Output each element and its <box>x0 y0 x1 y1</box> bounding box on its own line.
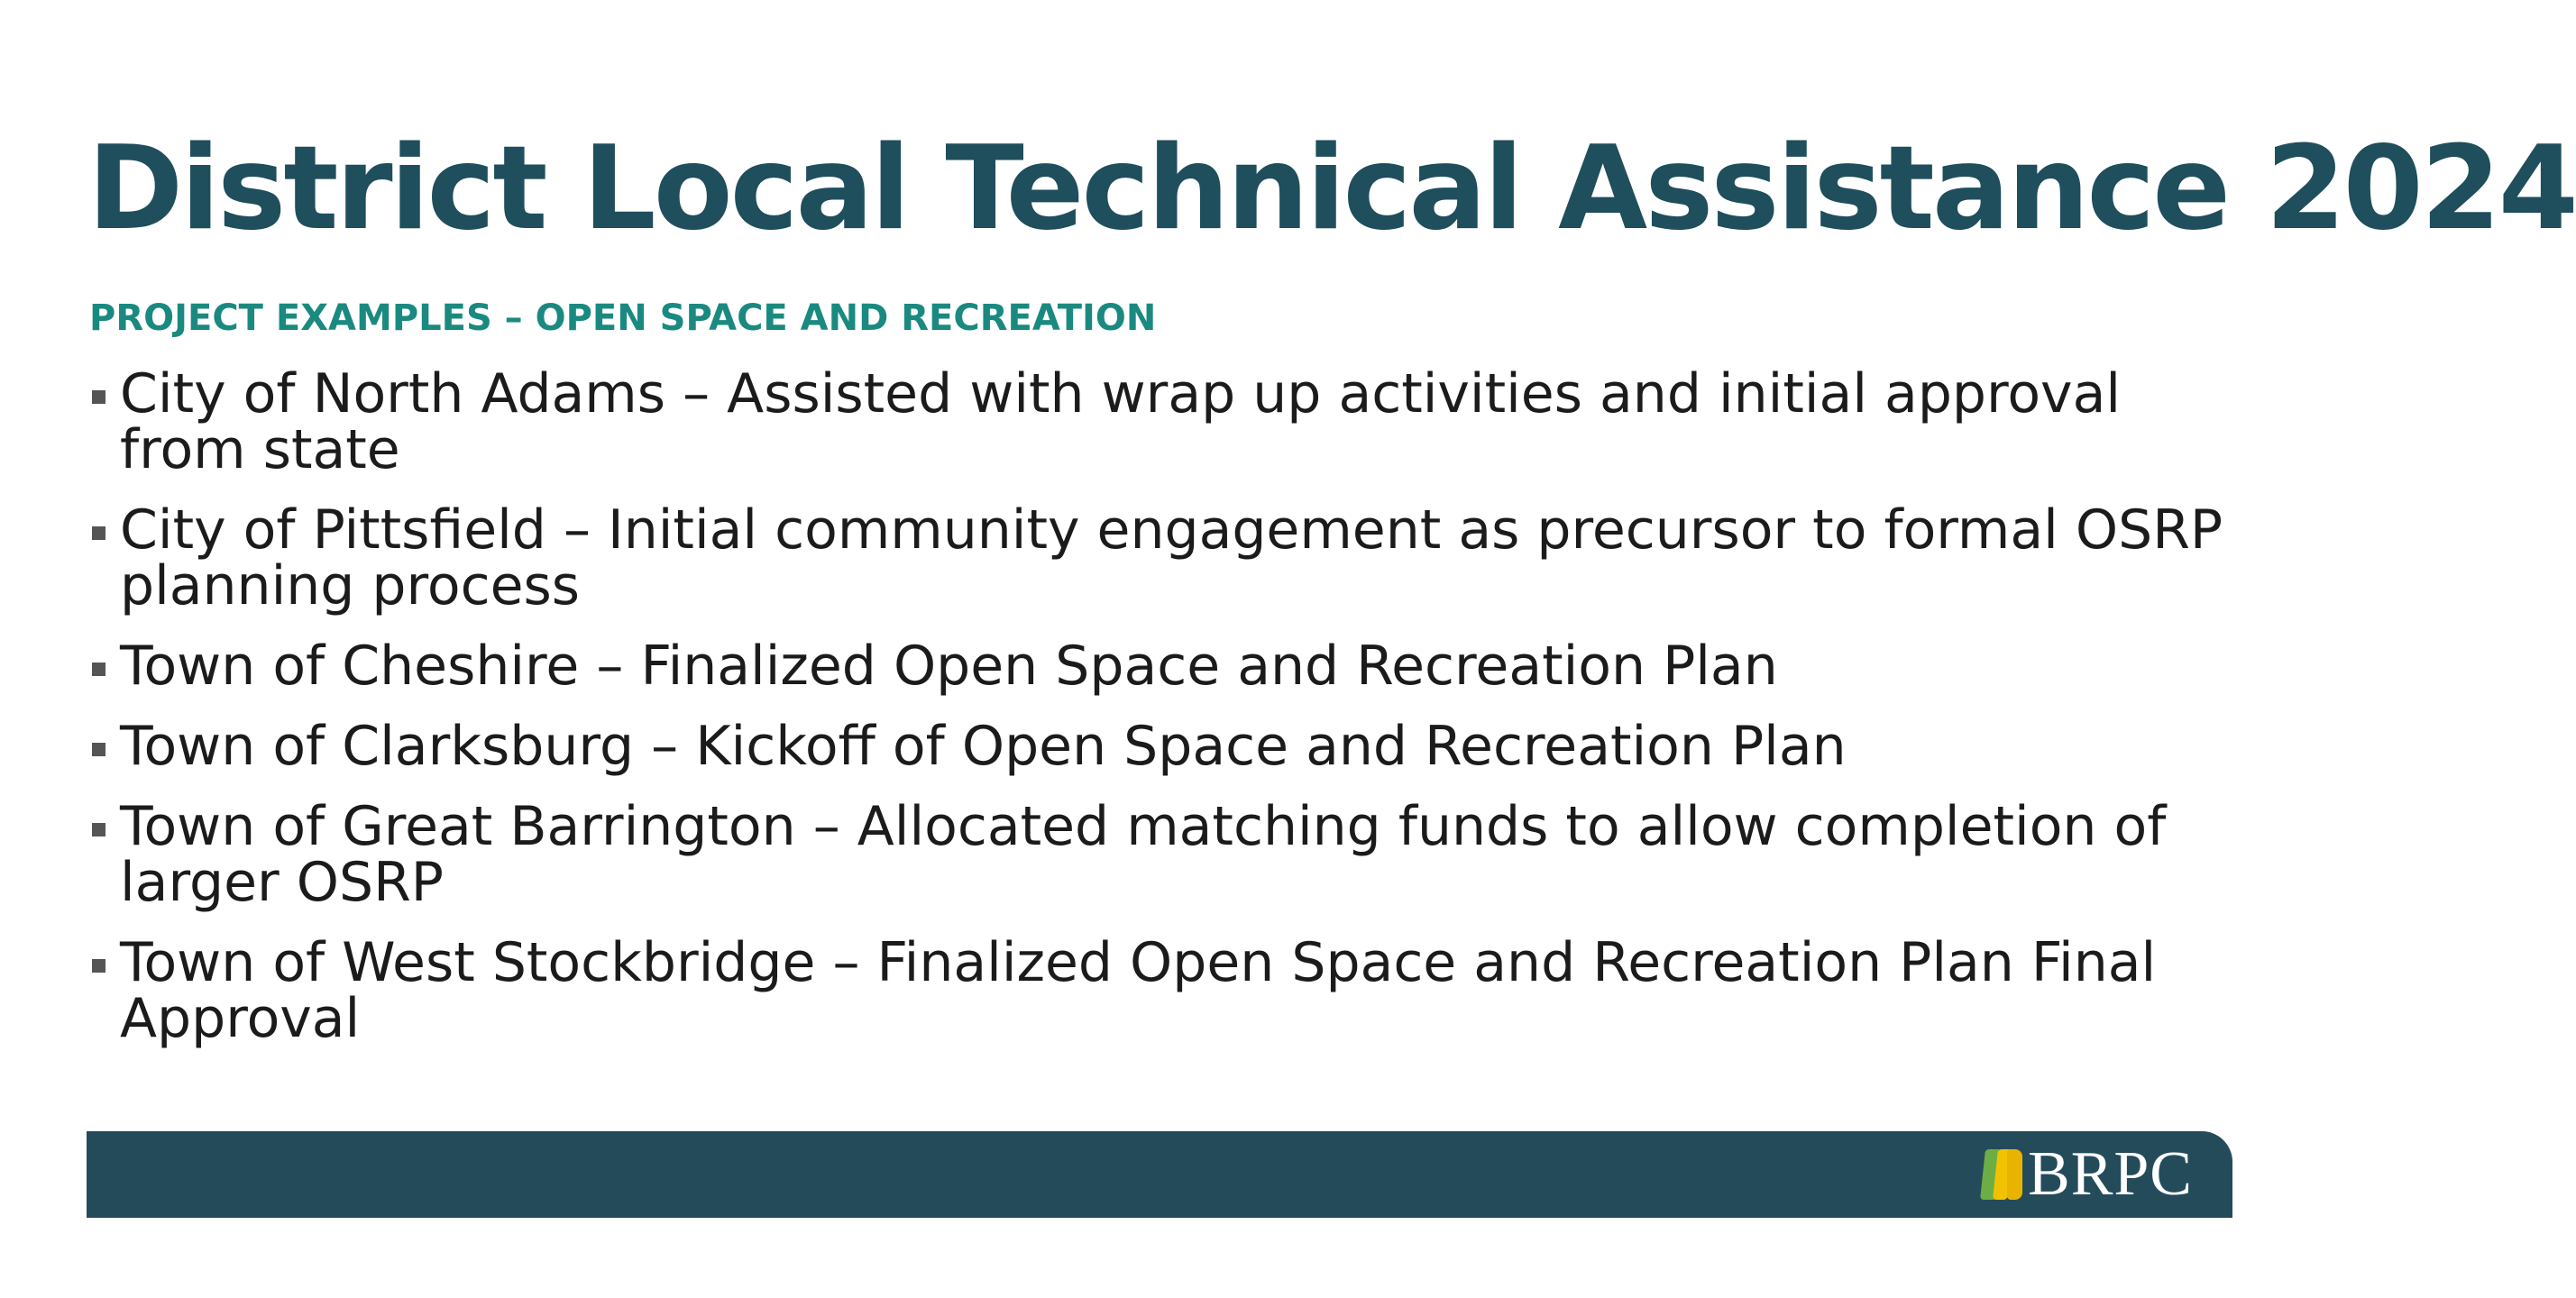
bullet-text: City of Pittsfield – Initial community engagement as precursor to formal OSRP planning process <box>120 498 2223 617</box>
bullet-text: City of North Adams – Assisted with wrap up activities and initial approval from state <box>120 362 2122 481</box>
bullet-item <box>89 931 2235 1050</box>
bullet-item <box>89 362 2235 481</box>
square-bullet-icon <box>92 390 105 404</box>
bullet-item <box>89 498 2235 617</box>
bullet-item <box>89 795 2235 914</box>
bullet-text: Town of Clarksburg – Kickoff of Open Space and Recreation Plan <box>120 715 1847 778</box>
bullet-text: Town of Great Barrington – Allocated matching funds to allow completion of larger OSRP <box>120 795 2167 914</box>
brpc-logo <box>1983 1139 2193 1209</box>
brpc-logo-mark-icon <box>1983 1149 2022 1200</box>
slide-title: District Local Technical Assistance 2024 <box>87 122 2576 256</box>
square-bullet-icon <box>92 823 105 836</box>
square-bullet-icon <box>92 526 105 540</box>
logo-text: BRPC <box>2028 1139 2193 1209</box>
bullet-text: Town of Cheshire – Finalized Open Space and Recreation Plan <box>120 635 1778 698</box>
square-bullet-icon <box>92 959 105 973</box>
bullet-list <box>89 362 2235 1071</box>
bullet-text: Town of West Stockbridge – Finalized Open Space and Recreation Plan Final Approval <box>120 931 2157 1050</box>
bullet-item <box>89 635 2235 698</box>
slide-subtitle: PROJECT EXAMPLES – OPEN SPACE AND RECREATION <box>89 297 1157 339</box>
bullet-item <box>89 715 2235 778</box>
square-bullet-icon <box>92 663 105 676</box>
square-bullet-icon <box>92 743 105 756</box>
footer-bar <box>87 1131 2232 1218</box>
